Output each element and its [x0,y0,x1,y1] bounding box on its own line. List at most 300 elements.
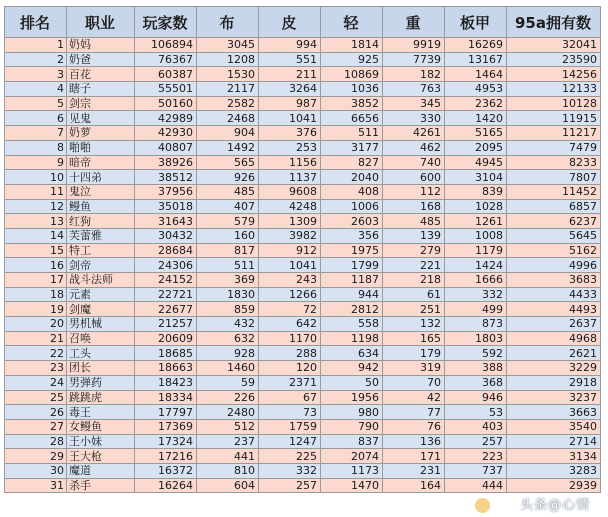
table-cell[interactable]: 18685 [135,346,197,361]
table-cell[interactable]: 356 [321,228,383,243]
table-cell[interactable]: 22 [5,346,67,361]
table-cell[interactable]: 737 [445,463,507,478]
table-cell[interactable]: 168 [383,199,445,214]
table-cell[interactable]: 17369 [135,419,197,434]
table-cell[interactable]: 987 [259,96,321,111]
table-cell[interactable]: 4248 [259,199,321,214]
table-cell[interactable]: 369 [197,273,259,288]
table-cell[interactable]: 221 [383,258,445,273]
table-cell[interactable]: 1041 [259,111,321,126]
table-cell[interactable]: 928 [197,346,259,361]
table-cell[interactable]: 225 [259,449,321,464]
table-cell[interactable]: 召唤 [67,331,135,346]
table-cell[interactable]: 奶萝 [67,126,135,141]
table-row [5,52,601,67]
table-cell[interactable]: 8 [5,140,67,155]
table-cell[interactable]: 3134 [507,449,601,464]
table-cell[interactable]: 817 [197,243,259,258]
table-cell[interactable]: 3540 [507,419,601,434]
table-cell[interactable]: 32041 [507,38,601,53]
table-cell[interactable]: 1198 [321,331,383,346]
table-cell[interactable]: 859 [197,302,259,317]
table-cell[interactable]: 1261 [445,214,507,229]
table-cell[interactable]: 4953 [445,82,507,97]
table-cell[interactable]: 12133 [507,82,601,97]
table-cell[interactable]: 22721 [135,287,197,302]
table-cell[interactable]: 1814 [321,38,383,53]
table-cell[interactable]: 23 [5,361,67,376]
table-cell[interactable]: 17216 [135,449,197,464]
table-cell[interactable]: 1137 [259,170,321,185]
table-cell[interactable]: 17797 [135,405,197,420]
table-cell[interactable]: 37956 [135,184,197,199]
table-row [5,228,601,243]
table-cell[interactable]: 763 [383,82,445,97]
table-cell[interactable]: 182 [383,67,445,82]
table-cell[interactable]: 106894 [135,38,197,53]
table-cell[interactable]: 24 [5,375,67,390]
table-cell[interactable]: 1666 [445,273,507,288]
table-row [5,302,601,317]
table-cell[interactable]: 16372 [135,463,197,478]
header-players[interactable]: 玩家数 [135,7,197,38]
table-cell[interactable]: 1492 [197,140,259,155]
table-cell[interactable]: 904 [197,126,259,141]
table-cell[interactable]: 10869 [321,67,383,82]
table-cell[interactable]: 73 [259,405,321,420]
table-cell[interactable]: 642 [259,317,321,332]
table-cell[interactable]: 芙蕾雅 [67,228,135,243]
table-cell[interactable]: 926 [197,170,259,185]
table-cell[interactable]: 67 [259,390,321,405]
table-cell[interactable]: 60387 [135,67,197,82]
table-cell[interactable]: 1956 [321,390,383,405]
table-cell[interactable]: 4968 [507,331,601,346]
table-cell[interactable]: 4 [5,82,67,97]
table-cell[interactable]: 十四弟 [67,170,135,185]
table-cell[interactable]: 579 [197,214,259,229]
table-cell[interactable]: 17324 [135,434,197,449]
table-cell[interactable]: 873 [445,317,507,332]
table-cell[interactable]: 2371 [259,375,321,390]
table-cell[interactable]: 2117 [197,82,259,97]
table-cell[interactable]: 3283 [507,463,601,478]
table-cell[interactable]: 12 [5,199,67,214]
table-cell[interactable]: 27 [5,419,67,434]
table-cell[interactable]: 444 [445,478,507,493]
table-cell[interactable]: 2040 [321,170,383,185]
table-cell[interactable]: 3237 [507,390,601,405]
table-cell[interactable]: 632 [197,331,259,346]
table-cell[interactable]: 4996 [507,258,601,273]
table-cell[interactable]: 18663 [135,361,197,376]
table-row [5,38,601,53]
table-cell[interactable]: 15 [5,243,67,258]
table-cell[interactable]: 837 [321,434,383,449]
table-cell[interactable]: 女鳗鱼 [67,419,135,434]
table-cell[interactable]: 9 [5,155,67,170]
table-cell[interactable]: 9919 [383,38,445,53]
table-cell[interactable]: 604 [197,478,259,493]
table-cell[interactable]: 11915 [507,111,601,126]
table-cell[interactable]: 7739 [383,52,445,67]
table-cell[interactable]: 77 [383,405,445,420]
table-cell[interactable]: 3045 [197,38,259,53]
table-row [5,96,601,111]
table-cell[interactable]: 14256 [507,67,601,82]
table-cell[interactable]: 1156 [259,155,321,170]
table-cell[interactable]: 28 [5,434,67,449]
table-cell[interactable]: 1460 [197,361,259,376]
table-cell[interactable]: 5162 [507,243,601,258]
table-cell[interactable]: 团长 [67,361,135,376]
table-cell[interactable]: 2582 [197,96,259,111]
table-cell[interactable]: 1420 [445,111,507,126]
table-cell[interactable]: 5645 [507,228,601,243]
table-cell[interactable]: 790 [321,419,383,434]
table-cell[interactable]: 160 [197,228,259,243]
table-cell[interactable]: 26 [5,405,67,420]
table-cell[interactable]: 31 [5,478,67,493]
watermark-logo-icon [475,498,490,513]
table-cell[interactable]: 485 [383,214,445,229]
table-cell[interactable]: 1036 [321,82,383,97]
table-cell[interactable]: 407 [197,199,259,214]
table-cell[interactable]: 257 [259,478,321,493]
table-row [5,346,601,361]
table-cell[interactable]: 3852 [321,96,383,111]
table-cell[interactable]: 3683 [507,273,601,288]
table-cell[interactable]: 2812 [321,302,383,317]
table-cell[interactable]: 3104 [445,170,507,185]
table-cell[interactable]: 1830 [197,287,259,302]
header-95a-count[interactable]: 95a拥有数 [507,7,601,38]
table-cell[interactable]: 164 [383,478,445,493]
table-cell[interactable]: 男机械 [67,317,135,332]
table-cell[interactable]: 2637 [507,317,601,332]
table-cell[interactable]: 1179 [445,243,507,258]
table-cell[interactable]: 403 [445,419,507,434]
header-light[interactable]: 轻 [321,7,383,38]
table-cell[interactable]: 499 [445,302,507,317]
table-cell[interactable]: 1799 [321,258,383,273]
table-cell[interactable]: 3264 [259,82,321,97]
table-cell[interactable]: 600 [383,170,445,185]
table-cell[interactable]: 2621 [507,346,601,361]
table-cell[interactable]: 332 [445,287,507,302]
table-cell[interactable]: 368 [445,375,507,390]
table-cell[interactable]: 2095 [445,140,507,155]
table-cell[interactable]: 50 [321,375,383,390]
table-cell[interactable]: 7 [5,126,67,141]
table-cell[interactable]: 战斗法师 [67,273,135,288]
table-cell[interactable]: 剑帝 [67,258,135,273]
table-cell[interactable]: 1170 [259,331,321,346]
table-cell[interactable]: 1464 [445,67,507,82]
table-cell[interactable]: 1530 [197,67,259,82]
table-cell[interactable]: 231 [383,463,445,478]
table-cell[interactable]: 2603 [321,214,383,229]
table-cell[interactable]: 257 [445,434,507,449]
table-cell[interactable]: 23590 [507,52,601,67]
table-cell[interactable]: 瞎子 [67,82,135,97]
table-cell[interactable]: 30 [5,463,67,478]
table-cell[interactable]: 1470 [321,478,383,493]
table-cell[interactable]: 2939 [507,478,601,493]
table-cell[interactable]: 4945 [445,155,507,170]
table-cell[interactable]: 136 [383,434,445,449]
table-cell[interactable]: 28684 [135,243,197,258]
table-cell[interactable]: 1803 [445,331,507,346]
table-cell[interactable]: 432 [197,317,259,332]
table-cell[interactable]: 20609 [135,331,197,346]
table-cell[interactable]: 35018 [135,199,197,214]
table-cell[interactable]: 22677 [135,302,197,317]
table-cell[interactable]: 3982 [259,228,321,243]
table-cell[interactable]: 512 [197,419,259,434]
table-cell[interactable]: 18334 [135,390,197,405]
table-cell[interactable]: 剑宗 [67,96,135,111]
table-cell[interactable]: 330 [383,111,445,126]
table-cell[interactable]: 9608 [259,184,321,199]
table-cell[interactable]: 6656 [321,111,383,126]
table-cell[interactable]: 211 [259,67,321,82]
table-cell[interactable]: 6 [5,111,67,126]
table-cell[interactable]: 4433 [507,287,601,302]
table-cell[interactable]: 1208 [197,52,259,67]
table-cell[interactable]: 18423 [135,375,197,390]
table-cell[interactable]: 男弹药 [67,375,135,390]
table-cell[interactable]: 42989 [135,111,197,126]
table-cell[interactable]: 11 [5,184,67,199]
table-cell[interactable]: 跳跳虎 [67,390,135,405]
table-cell[interactable]: 944 [321,287,383,302]
table-cell[interactable]: 171 [383,449,445,464]
table-cell[interactable]: 16269 [445,38,507,53]
table-cell[interactable]: 558 [321,317,383,332]
table-cell[interactable]: 3 [5,67,67,82]
table-cell[interactable]: 253 [259,140,321,155]
table-row [5,449,601,464]
table-row [5,155,601,170]
table-cell[interactable]: 8233 [507,155,601,170]
table-cell[interactable]: 鳗鱼 [67,199,135,214]
table-cell[interactable]: 王小妹 [67,434,135,449]
table-cell[interactable]: 592 [445,346,507,361]
table-cell[interactable]: 6237 [507,214,601,229]
table-cell[interactable]: 工头 [67,346,135,361]
table-cell[interactable]: 218 [383,273,445,288]
table-cell[interactable]: 2362 [445,96,507,111]
table-cell[interactable]: 511 [197,258,259,273]
table-cell[interactable]: 59 [197,375,259,390]
table-cell[interactable]: 7807 [507,170,601,185]
table-cell[interactable]: 1975 [321,243,383,258]
table-cell[interactable]: 912 [259,243,321,258]
table-cell[interactable]: 19 [5,302,67,317]
table-cell[interactable]: 10128 [507,96,601,111]
table-cell[interactable]: 21257 [135,317,197,332]
table-cell[interactable]: 942 [321,361,383,376]
table-cell[interactable]: 2918 [507,375,601,390]
table-cell[interactable]: 345 [383,96,445,111]
table-cell[interactable]: 3177 [321,140,383,155]
table-cell[interactable]: 3229 [507,361,601,376]
table-cell[interactable]: 11452 [507,184,601,199]
table-cell[interactable]: 1187 [321,273,383,288]
table-cell[interactable]: 38926 [135,155,197,170]
table-cell[interactable]: 251 [383,302,445,317]
header-class[interactable]: 职业 [67,7,135,38]
table-cell[interactable]: 70 [383,375,445,390]
table-cell[interactable]: 剑魔 [67,302,135,317]
table-cell[interactable]: 179 [383,346,445,361]
table-cell[interactable]: 2468 [197,111,259,126]
table-cell[interactable]: 408 [321,184,383,199]
table-cell[interactable]: 288 [259,346,321,361]
table-cell[interactable]: 511 [321,126,383,141]
table-cell[interactable]: 376 [259,126,321,141]
table-cell[interactable]: 53 [445,405,507,420]
table-cell[interactable]: 20 [5,317,67,332]
table-cell[interactable]: 红狗 [67,214,135,229]
table-row [5,258,601,273]
table-cell[interactable]: 特工 [67,243,135,258]
table-cell[interactable]: 鬼泣 [67,184,135,199]
table-cell[interactable]: 332 [259,463,321,478]
table-cell[interactable]: 740 [383,155,445,170]
table-cell[interactable]: 3663 [507,405,601,420]
table-cell[interactable]: 839 [445,184,507,199]
table-cell[interactable]: 13167 [445,52,507,67]
table-cell[interactable]: 魔道 [67,463,135,478]
table-cell[interactable]: 120 [259,361,321,376]
table-cell[interactable]: 980 [321,405,383,420]
table-cell[interactable]: 237 [197,434,259,449]
table-cell[interactable]: 5165 [445,126,507,141]
table-cell[interactable]: 38512 [135,170,197,185]
table-row [5,390,601,405]
table-cell[interactable]: 226 [197,390,259,405]
header-rank[interactable]: 排名 [5,7,67,38]
table-cell[interactable]: 奶爸 [67,52,135,67]
table-cell[interactable]: 18 [5,287,67,302]
table-cell[interactable]: 925 [321,52,383,67]
table-cell[interactable]: 42 [383,390,445,405]
table-cell[interactable]: 4261 [383,126,445,141]
table-cell[interactable]: 5 [5,96,67,111]
table-cell[interactable]: 见鬼 [67,111,135,126]
table-cell[interactable]: 29 [5,449,67,464]
table-row [5,184,601,199]
table-cell[interactable]: 76 [383,419,445,434]
table-cell[interactable]: 24152 [135,273,197,288]
table-cell[interactable]: 243 [259,273,321,288]
table-cell[interactable]: 441 [197,449,259,464]
table-cell[interactable]: 30432 [135,228,197,243]
table-cell[interactable]: 王大枪 [67,449,135,464]
table-cell[interactable]: 4493 [507,302,601,317]
table-cell[interactable]: 1309 [259,214,321,229]
table-cell[interactable]: 10 [5,170,67,185]
table-cell[interactable]: 319 [383,361,445,376]
table-cell[interactable]: 2714 [507,434,601,449]
table-cell[interactable]: 132 [383,317,445,332]
table-cell[interactable]: 14 [5,228,67,243]
table-cell[interactable]: 暗帝 [67,155,135,170]
table-cell[interactable]: 16264 [135,478,197,493]
table-cell[interactable]: 16 [5,258,67,273]
header-leather[interactable]: 皮 [259,7,321,38]
table-cell[interactable]: 6857 [507,199,601,214]
table-cell[interactable]: 11217 [507,126,601,141]
table-cell[interactable]: 551 [259,52,321,67]
table-cell[interactable]: 1266 [259,287,321,302]
table-cell[interactable]: 7479 [507,140,601,155]
table-cell[interactable]: 1 [5,38,67,53]
table-cell[interactable]: 139 [383,228,445,243]
table-cell[interactable]: 啪啪 [67,140,135,155]
table-cell[interactable]: 31643 [135,214,197,229]
table-cell[interactable]: 634 [321,346,383,361]
table-cell[interactable]: 946 [445,390,507,405]
table-cell[interactable]: 112 [383,184,445,199]
table-cell[interactable]: 279 [383,243,445,258]
table-cell[interactable]: 388 [445,361,507,376]
table-cell[interactable]: 1424 [445,258,507,273]
table-cell[interactable]: 827 [321,155,383,170]
header-heavy[interactable]: 重 [383,7,445,38]
table-cell[interactable]: 485 [197,184,259,199]
table-cell[interactable]: 40807 [135,140,197,155]
table-cell[interactable]: 百花 [67,67,135,82]
table-cell[interactable]: 21 [5,331,67,346]
table-cell[interactable]: 1008 [445,228,507,243]
table-cell[interactable]: 1006 [321,199,383,214]
table-cell[interactable]: 1173 [321,463,383,478]
table-cell[interactable]: 55501 [135,82,197,97]
table-cell[interactable]: 25 [5,390,67,405]
table-cell[interactable]: 2074 [321,449,383,464]
table-cell[interactable]: 2480 [197,405,259,420]
table-cell[interactable]: 223 [445,449,507,464]
table-cell[interactable]: 杀手 [67,478,135,493]
table-cell[interactable]: 810 [197,463,259,478]
table-cell[interactable]: 42930 [135,126,197,141]
table-cell[interactable]: 2 [5,52,67,67]
table-cell[interactable]: 462 [383,140,445,155]
header-cloth[interactable]: 布 [197,7,259,38]
table-cell[interactable]: 1041 [259,258,321,273]
table-cell[interactable]: 76367 [135,52,197,67]
table-cell[interactable]: 奶妈 [67,38,135,53]
table-cell[interactable]: 1759 [259,419,321,434]
table-cell[interactable]: 1247 [259,434,321,449]
table-cell[interactable]: 毒王 [67,405,135,420]
table-cell[interactable]: 72 [259,302,321,317]
table-cell[interactable]: 994 [259,38,321,53]
table-cell[interactable]: 元素 [67,287,135,302]
table-cell[interactable]: 565 [197,155,259,170]
table-cell[interactable]: 50160 [135,96,197,111]
table-cell[interactable]: 13 [5,214,67,229]
table-cell[interactable]: 165 [383,331,445,346]
table-cell[interactable]: 1028 [445,199,507,214]
table-cell[interactable]: 24306 [135,258,197,273]
table-cell[interactable]: 17 [5,273,67,288]
header-plate[interactable]: 板甲 [445,7,507,38]
table-cell[interactable]: 61 [383,287,445,302]
